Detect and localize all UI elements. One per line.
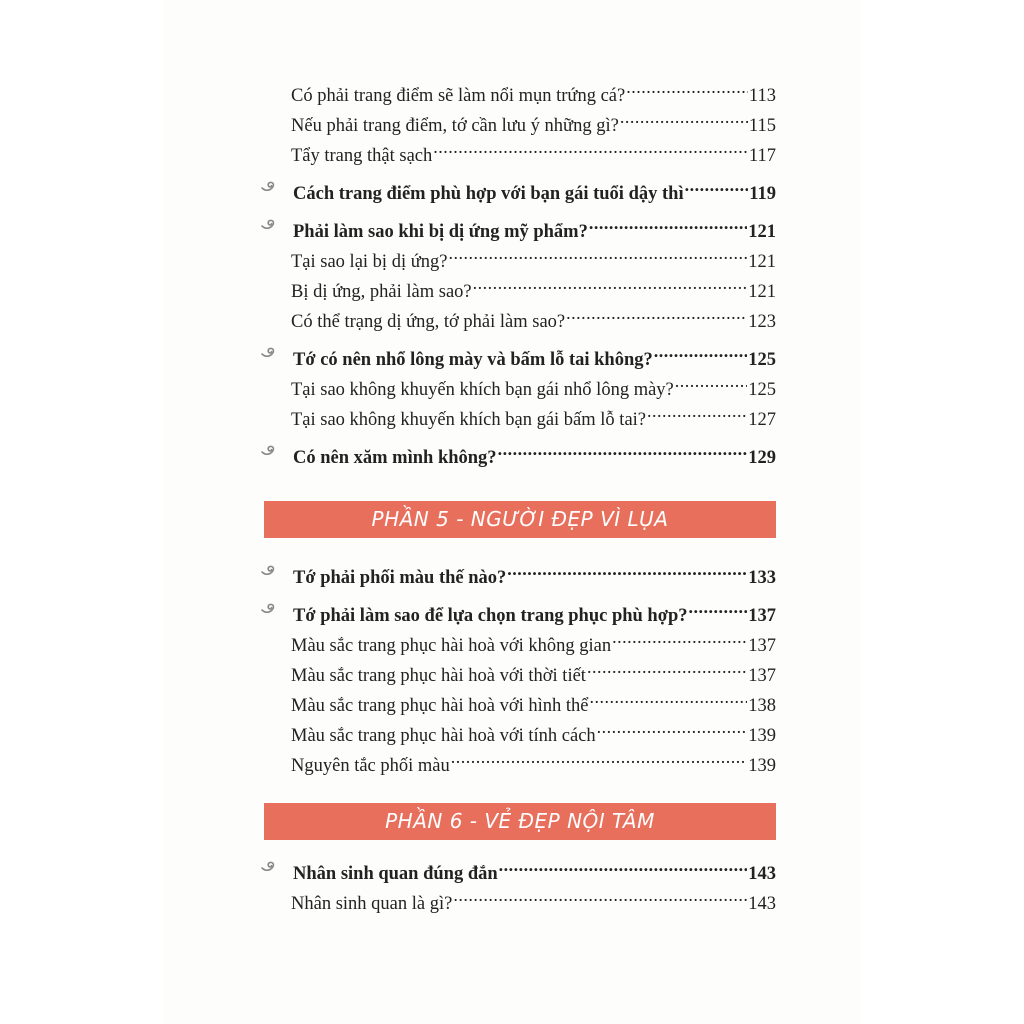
toc-sub-entry: [260, 655, 776, 686]
toc-main-entry: [260, 557, 776, 588]
page-number: 125: [748, 380, 776, 400]
dot-leader: [654, 339, 747, 365]
toc-main-entry: [260, 173, 776, 204]
toc-sub-entry: [260, 301, 776, 332]
dot-leader: [453, 883, 747, 909]
page-number: 137: [748, 636, 776, 656]
toc-sub-entry: [260, 685, 776, 716]
page-number: 133: [748, 568, 776, 588]
entry-title: Tớ phải phối màu thế nào?: [293, 568, 507, 588]
toc-main-entry: [260, 339, 776, 370]
page-number: 129: [748, 448, 776, 468]
toc-main-entry: [260, 211, 776, 242]
toc-sub-entry: [260, 399, 776, 430]
spiral-icon: [260, 563, 282, 579]
page-number: 138: [748, 696, 776, 716]
entry-title: Cách trang điểm phù hợp với bạn gái tuổi dậy thì: [293, 184, 684, 204]
section-heading-part-6: PHẦN 6 - VẺ ĐẸP NỘI TÂM: [264, 803, 776, 840]
entry-title: Màu sắc trang phục hài hoà với không gian: [291, 636, 612, 656]
entry-title: Có thể trạng dị ứng, tớ phải làm sao?: [291, 312, 566, 332]
dot-leader: [647, 399, 747, 425]
dot-leader: [587, 655, 747, 681]
entry-title: Nếu phải trang điểm, tớ cần lưu ý những gì?: [291, 116, 619, 136]
page-number: 121: [748, 282, 776, 302]
entry-title: Tại sao lại bị dị ứng?: [291, 252, 448, 272]
dot-leader: [433, 135, 748, 161]
spiral-icon: [260, 859, 282, 875]
dot-leader: [589, 685, 747, 711]
entry-title: Tẩy trang thật sạch: [291, 146, 433, 166]
spiral-icon: [260, 443, 282, 459]
dot-leader: [620, 105, 748, 131]
dot-leader: [448, 241, 747, 267]
toc-main-entry: [260, 595, 776, 626]
dot-leader: [473, 271, 748, 297]
toc-sub-entry: [260, 105, 776, 136]
toc-sub-entry: [260, 883, 776, 914]
page-number: 115: [748, 116, 776, 136]
entry-title: Màu sắc trang phục hài hoà với thời tiết: [291, 666, 586, 686]
entry-title: Bị dị ứng, phải làm sao?: [291, 282, 472, 302]
toc-sub-entry: [260, 75, 776, 106]
spiral-icon: [260, 601, 282, 617]
toc-sub-entry: [260, 135, 776, 166]
dot-leader: [507, 557, 747, 583]
toc-sub-entry: [260, 715, 776, 746]
toc-main-entry: [260, 437, 776, 468]
toc-main-entry: [260, 853, 776, 884]
spiral-icon: [260, 345, 282, 361]
dot-leader: [589, 211, 747, 237]
dot-leader: [626, 75, 748, 101]
page-number: 139: [748, 726, 776, 746]
page-number: 121: [748, 252, 776, 272]
page-number: 123: [748, 312, 776, 332]
page-number: 137: [748, 666, 776, 686]
dot-leader: [451, 745, 748, 771]
entry-title: Có phải trang điểm sẽ làm nổi mụn trứng cá?: [291, 86, 626, 106]
page-number: 143: [748, 864, 776, 884]
entry-title: Tại sao không khuyến khích bạn gái nhổ lông mày?: [291, 380, 674, 400]
entry-title: Nhân sinh quan đúng đắn: [293, 864, 498, 884]
dot-leader: [675, 369, 747, 395]
dot-leader: [499, 853, 748, 879]
dot-leader: [612, 625, 747, 651]
entry-title: Màu sắc trang phục hài hoà với hình thể: [291, 696, 589, 716]
entry-title: Phải làm sao khi bị dị ứng mỹ phẩm?: [293, 222, 588, 242]
toc-sub-entry: [260, 625, 776, 656]
dot-leader: [685, 173, 749, 199]
page-number: 143: [748, 894, 776, 914]
page-number: 127: [748, 410, 776, 430]
page-number: 139: [748, 756, 776, 776]
toc-sub-entry: [260, 745, 776, 776]
page-number: 137: [748, 606, 776, 626]
page-number: 119: [749, 184, 776, 204]
entry-title: Tớ có nên nhổ lông mày và bấm lỗ tai không?: [293, 350, 653, 370]
entry-title: Tại sao không khuyến khích bạn gái bấm lỗ tai?: [291, 410, 647, 430]
spiral-icon: [260, 217, 282, 233]
dot-leader: [566, 301, 747, 327]
dot-leader: [689, 595, 748, 621]
page-number: 117: [748, 146, 776, 166]
entry-title: Có nên xăm mình không?: [293, 448, 497, 468]
toc-sub-entry: [260, 369, 776, 400]
section-heading-part-5: PHẦN 5 - NGƯỜI ĐẸP VÌ LỤA: [264, 501, 776, 538]
dot-leader: [498, 437, 748, 463]
page-number: 113: [748, 86, 776, 106]
entry-title: Nhân sinh quan là gì?: [291, 894, 453, 914]
toc-sub-entry: [260, 241, 776, 272]
entry-title: Tớ phải làm sao để lựa chọn trang phục phù hợp?: [293, 606, 688, 626]
spiral-icon: [260, 179, 282, 195]
entry-title: Nguyên tắc phối màu: [291, 756, 450, 776]
page-number: 121: [748, 222, 776, 242]
dot-leader: [597, 715, 748, 741]
page-number: 125: [748, 350, 776, 370]
entry-title: Màu sắc trang phục hài hoà với tính cách: [291, 726, 596, 746]
toc-sub-entry: [260, 271, 776, 302]
